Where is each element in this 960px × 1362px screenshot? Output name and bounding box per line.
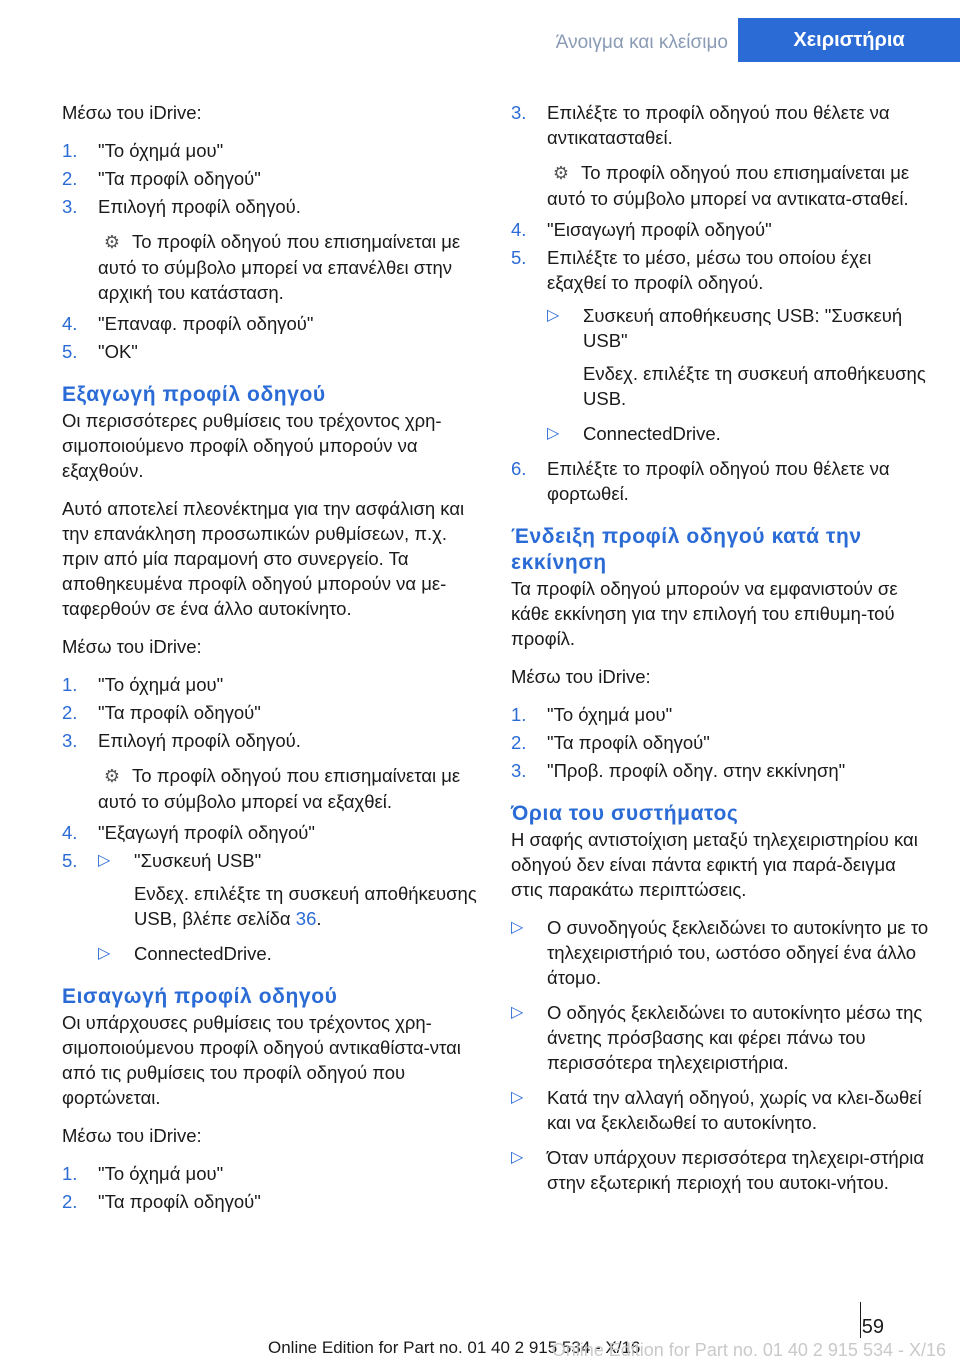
option-title: Συσκευή αποθήκευσης USB: "Συσκευή USB": [583, 305, 903, 351]
step-number: 5.: [62, 341, 78, 362]
step-number: 2.: [62, 168, 78, 189]
step-text: "Το όχημά μου": [547, 704, 673, 725]
export-paragraph-2: Αυτό αποτελεί πλεονέκτημα για την ασφάλιση και την επανάκληση προσωπικών ρυθμίσεων, π.χ. πριν από μία παραμονή στο συνεργείο. Τα αποθηκευμένα προφίλ οδηγού μπορούν να με-ταφερθούν σε ένα άλλο αυτοκίνητο.: [62, 498, 465, 619]
step-number: 1.: [62, 140, 78, 161]
list-item: [62, 848, 480, 966]
step-number: 1.: [62, 1163, 78, 1184]
list-item: [511, 915, 929, 990]
step-number: 2.: [62, 702, 78, 723]
list-item: [62, 672, 480, 697]
step-text: Επιλέξτε το προφίλ οδηγού που θέλετε να φορτωθεί.: [547, 458, 890, 504]
gear-icon: ⚙: [103, 766, 121, 786]
list-item: [511, 702, 929, 727]
list-item: [98, 848, 480, 931]
import-intro: Μέσω του iDrive:: [62, 1125, 202, 1146]
list-item: [62, 194, 480, 305]
step-text: "Προβ. προφίλ οδηγ. στην εκκίνηση": [547, 760, 846, 781]
edition-text: Online Edition for Part no. 01 40 2 915 534 - X/16: [268, 1338, 641, 1357]
option-title: "Συσκευή USB": [134, 850, 262, 871]
step-text: "Εξαγωγή προφίλ οδηγού": [98, 822, 315, 843]
list-item: [511, 758, 929, 783]
list-item: [547, 421, 929, 446]
medium-options: [98, 848, 480, 966]
step-number: 4.: [62, 313, 78, 334]
list-item: [511, 1085, 929, 1135]
display-paragraph-1: Τα προφίλ οδηγού μπορούν να εμφανιστούν σε κάθε εκκίνηση για την επιλογή του επιθυμη-τού προφίλ.: [511, 578, 898, 649]
step-text: Επιλέξτε το μέσο, μέσω του οποίου έχει εξαχθεί το προφίλ οδηγού.: [547, 247, 872, 293]
step-text: "Επαναφ. προφίλ οδηγού": [98, 313, 314, 334]
step-number: 3.: [62, 196, 78, 217]
step-text: Επιλέξτε το προφίλ οδηγού που θέλετε να αντικατασταθεί.: [547, 102, 890, 148]
option-desc: [134, 881, 480, 931]
bullet-text: Κατά την αλλαγή οδηγού, χωρίς να κλει-δωθεί και να ξεκλειδωθεί το αυτοκίνητο.: [547, 1087, 922, 1133]
list-item: [511, 245, 929, 446]
symbol-note: [98, 229, 480, 305]
intro-text: Μέσω του iDrive:: [62, 102, 202, 123]
option-text: Ενδεχ. επιλέξτε τη συσκευή αποθήκευσης USB, βλέπε σελίδα: [134, 883, 477, 929]
step-number: 6.: [511, 458, 527, 479]
list-item: [62, 311, 480, 336]
step-text: Επιλογή προφίλ οδηγού.: [98, 196, 301, 217]
list-item: [62, 1189, 480, 1214]
watermark-text: Online Edition for Part no. 01 40 2 915 534 - X/16: [551, 1340, 946, 1360]
list-item: [62, 166, 480, 191]
display-heading: Ένδειξη προφίλ οδηγού κατά την εκκίνηση: [511, 525, 862, 574]
list-item: [62, 728, 480, 814]
step-text: "Τα προφίλ οδηγού": [98, 168, 261, 189]
triangle-bullet-icon: ▷: [511, 1149, 524, 1166]
bullet-text: Ο οδηγός ξεκλειδώνει το αυτοκίνητο μέσω της άνετης πρόσβασης και φέρει πάνω του περισσότερα τηλεχειριστήρια.: [547, 1002, 923, 1073]
section-title: Άνοιγμα και κλείσιμο: [555, 32, 728, 53]
option-title: ConnectedDrive.: [134, 943, 272, 964]
option-desc: Ενδεχ. επιλέξτε τη συσκευή αποθήκευσης USB.: [583, 363, 926, 409]
step-text: "Τα προφίλ οδηγού": [98, 702, 261, 723]
step-number: 4.: [62, 822, 78, 843]
gear-icon: ⚙: [552, 163, 570, 183]
punctuation: .: [316, 908, 322, 929]
import-steps-continued: [511, 100, 929, 506]
list-item: [511, 1145, 929, 1195]
triangle-bullet-icon: ▷: [547, 425, 560, 442]
list-item: [62, 1161, 480, 1186]
step-number: 2.: [62, 1191, 78, 1212]
import-steps: [62, 1161, 480, 1214]
note-text: Το προφίλ οδηγού που επισημαίνεται με αυτό το σύμβολο μπορεί να επανέλθει στην αρχική του κατάσταση.: [98, 231, 461, 303]
step-number: 2.: [511, 732, 527, 753]
left-column: [62, 100, 480, 1224]
list-item: [98, 941, 480, 966]
reset-steps: [62, 138, 480, 364]
list-item: [511, 100, 929, 211]
list-item: [511, 1000, 929, 1075]
display-steps: [511, 702, 929, 783]
step-number: 4.: [511, 219, 527, 240]
step-text: "OK": [98, 341, 138, 362]
step-text: "Το όχημά μου": [98, 674, 224, 695]
import-heading: Εισαγωγή προφίλ οδηγού: [62, 985, 338, 1008]
step-text: Επιλογή προφίλ οδηγού.: [98, 730, 301, 751]
list-item: [62, 339, 480, 364]
option-title: ConnectedDrive.: [583, 423, 721, 444]
symbol-note: [547, 160, 929, 211]
list-item: [511, 730, 929, 755]
step-text: "Τα προφίλ οδηγού": [98, 1191, 261, 1212]
triangle-bullet-icon: ▷: [511, 1089, 524, 1106]
export-paragraph-1: Οι περισσότερες ρυθμίσεις του τρέχοντος χρη-σιμοποιούμενο προφίλ οδηγού μπορούν να εξαχθούν.: [62, 410, 442, 481]
page-reference-link[interactable]: 36: [295, 908, 317, 929]
triangle-bullet-icon: ▷: [98, 852, 111, 869]
step-text: "Εισαγωγή προφίλ οδηγού": [547, 219, 772, 240]
step-text: "Το όχημά μου": [98, 140, 224, 161]
step-number: 1.: [511, 704, 527, 725]
step-text: "Το όχημά μου": [98, 1163, 224, 1184]
right-column: [511, 100, 929, 1205]
list-item: [62, 700, 480, 725]
triangle-bullet-icon: ▷: [98, 945, 111, 962]
gear-icon: ⚙: [103, 232, 121, 252]
export-steps: [62, 672, 480, 966]
page-header: [0, 0, 960, 62]
list-item: [547, 303, 929, 411]
limits-paragraph-1: Η σαφής αντιστοίχιση μεταξύ τηλεχειριστηρίου και οδηγού δεν είναι πάντα εφικτή για παρά-δειγμα στις παρακάτω περιπτώσεις.: [511, 829, 918, 900]
limits-list: [511, 915, 929, 1195]
triangle-bullet-icon: ▷: [511, 919, 524, 936]
triangle-bullet-icon: ▷: [511, 1004, 524, 1021]
step-number: 3.: [511, 102, 527, 123]
step-text: "Τα προφίλ οδηγού": [547, 732, 710, 753]
list-item: [511, 217, 929, 242]
step-number: 5.: [62, 850, 78, 871]
bullet-text: Ο συνοδηγούς ξεκλειδώνει το αυτοκίνητο με το τηλεχειριστήριό του, ωστόσο οδηγεί ένα άλλο άτομο.: [547, 917, 929, 988]
step-number: 3.: [62, 730, 78, 751]
note-text: Το προφίλ οδηγού που επισημαίνεται με αυτό το σύμβολο μπορεί να αντικατα-σταθεί.: [547, 162, 910, 209]
import-paragraph-1: Οι υπάρχουσες ρυθμίσεις του τρέχοντος χρη-σιμοποιούμενου προφίλ οδηγού αντικαθίστα-νται από τις ρυθμίσεις του προφίλ οδηγού που φορτώνεται.: [62, 1012, 461, 1108]
note-text: Το προφίλ οδηγού που επισημαίνεται με αυτό το σύμβολο μπορεί να εξαχθεί.: [98, 765, 461, 812]
symbol-note: [98, 763, 480, 814]
step-number: 3.: [511, 760, 527, 781]
medium-options: [547, 303, 929, 446]
bullet-text: Όταν υπάρχουν περισσότερα τηλεχειρι-στήρια στην εξωτερική περιοχή του αυτοκι-νήτου.: [547, 1147, 925, 1193]
list-item: [62, 820, 480, 845]
step-number: 1.: [62, 674, 78, 695]
list-item: [62, 138, 480, 163]
export-intro: Μέσω του iDrive:: [62, 636, 202, 657]
step-number: 5.: [511, 247, 527, 268]
page-number: 59: [861, 1316, 884, 1338]
limits-heading: Όρια του συστήματος: [511, 802, 739, 825]
triangle-bullet-icon: ▷: [547, 307, 560, 324]
display-intro: Μέσω του iDrive:: [511, 666, 651, 687]
list-item: [511, 456, 929, 506]
chapter-tab: Χειριστήρια: [738, 18, 960, 62]
export-heading: Εξαγωγή προφίλ οδηγού: [62, 383, 326, 406]
